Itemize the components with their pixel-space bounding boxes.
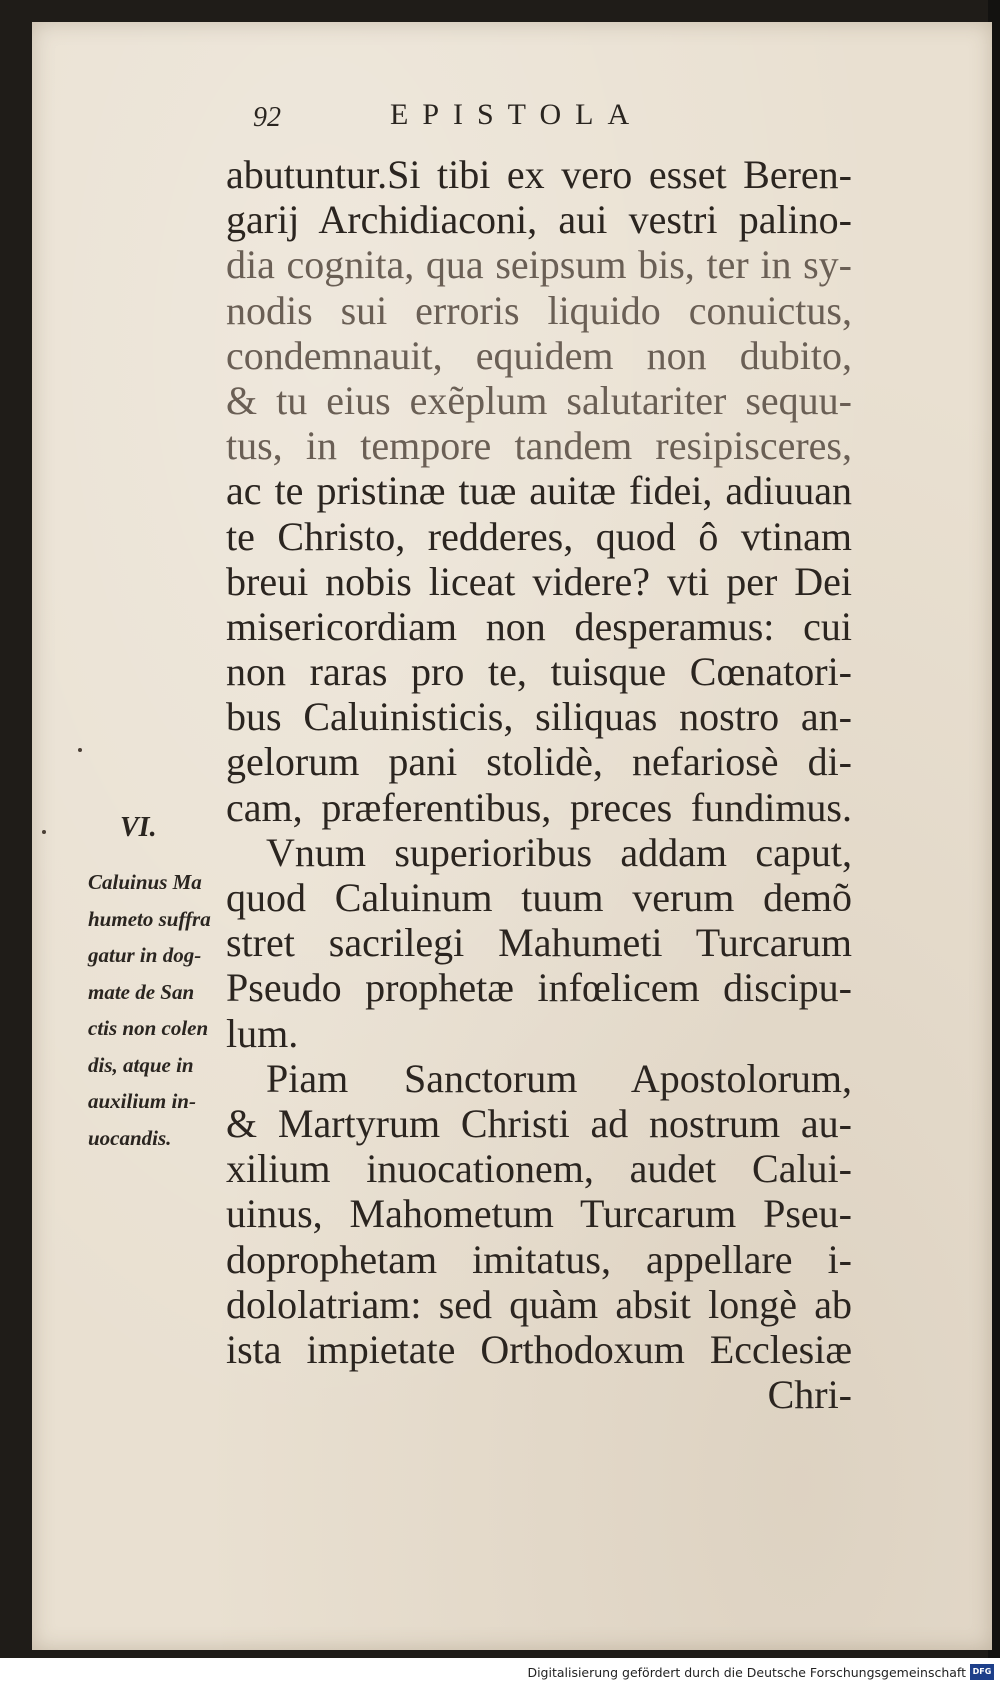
ink-speck: [42, 830, 46, 834]
text-line: garij Archidiaconi, aui vestri palino-: [226, 197, 852, 243]
text-line: Vnum superioribus addam caput,: [266, 829, 852, 875]
marginal-note-line: mate de San: [88, 979, 195, 1004]
catchword: Chri-: [767, 1372, 852, 1418]
marginal-note-line: ctis non colen: [88, 1016, 209, 1040]
page-header: [220, 98, 720, 138]
text-line: non raras pro te, tuisque Cœnatori-: [226, 649, 852, 695]
page-number: 92: [253, 102, 281, 133]
dfg-logo-icon: DFG: [970, 1664, 994, 1680]
text-line: breui nobis liceat videre? vti per Dei: [226, 558, 852, 604]
marginal-note-line: dis, atque in: [88, 1052, 194, 1077]
marginal-note: [88, 864, 248, 1156]
text-line: tus, in tempore tandem resipisceres,: [226, 423, 852, 469]
text-line: cam, præferentibus, preces fundimus.: [226, 784, 852, 830]
text-line: Piam Sanctorum Apostolorum,: [266, 1055, 852, 1101]
marginal-note-line: humeto suffra: [88, 906, 211, 931]
marginal-section-number: VI.: [120, 812, 157, 843]
text-line: condemnauit, equidem non dubito,: [226, 332, 852, 378]
text-line: uinus, Mahometum Turcarum Pseu-: [226, 1191, 852, 1237]
text-line: xilium inuocationem, audet Calui-: [226, 1146, 852, 1192]
text-line: misericordiam non desperamus: cui: [226, 603, 852, 649]
text-line: ista impietate Orthodoxum Ecclesiæ: [226, 1326, 852, 1372]
main-text-block: [226, 152, 852, 1417]
text-line: nodis sui erroris liquido conuictus,: [226, 287, 852, 333]
ink-speck: [78, 748, 82, 752]
text-line: bus Caluinisticis, siliquas nostro an-: [226, 694, 852, 740]
text-line: quod Caluinum tuum verum demõ: [226, 875, 852, 920]
funding-credit: Digitalisierung gefördert durch die Deutsche Forschungsgemeinschaft: [527, 1665, 966, 1680]
footer-bar: [0, 1658, 1000, 1689]
marginal-note-line: auxilium in-: [88, 1089, 196, 1113]
text-line: lum.: [226, 1010, 299, 1056]
marginal-note-line: gatur in dog-: [88, 943, 202, 967]
text-line: dia cognita, qua seipsum bis, ter in sy-: [226, 242, 852, 288]
marginal-note-line: Caluinus Ma: [88, 870, 202, 894]
text-line: & Martyrum Christi ad nostrum au-: [226, 1100, 852, 1146]
text-line: doprophetam imitatus, appellare i-: [226, 1236, 852, 1282]
text-line: & tu eius exẽplum salutariter sequu-: [226, 377, 852, 423]
text-line: abutuntur.Si tibi ex vero esset Beren-: [226, 152, 852, 197]
text-line: ac te pristinæ tuæ auitæ fidei, adiuuan: [226, 468, 852, 514]
text-line: stret sacrilegi Mahumeti Turcarum: [226, 920, 852, 966]
running-head: EPISTOLA: [390, 98, 644, 131]
text-line: Pseudo prophetæ infœlicem discipu-: [226, 965, 852, 1011]
marginal-note-line: uocandis.: [88, 1125, 172, 1150]
text-line: te Christo, redderes, quod ô vtinam: [226, 513, 852, 559]
text-line: gelorum pani stolidè, nefariosè di-: [226, 739, 852, 785]
text-line: dololatriam: sed quàm absit longè ab: [226, 1281, 852, 1327]
